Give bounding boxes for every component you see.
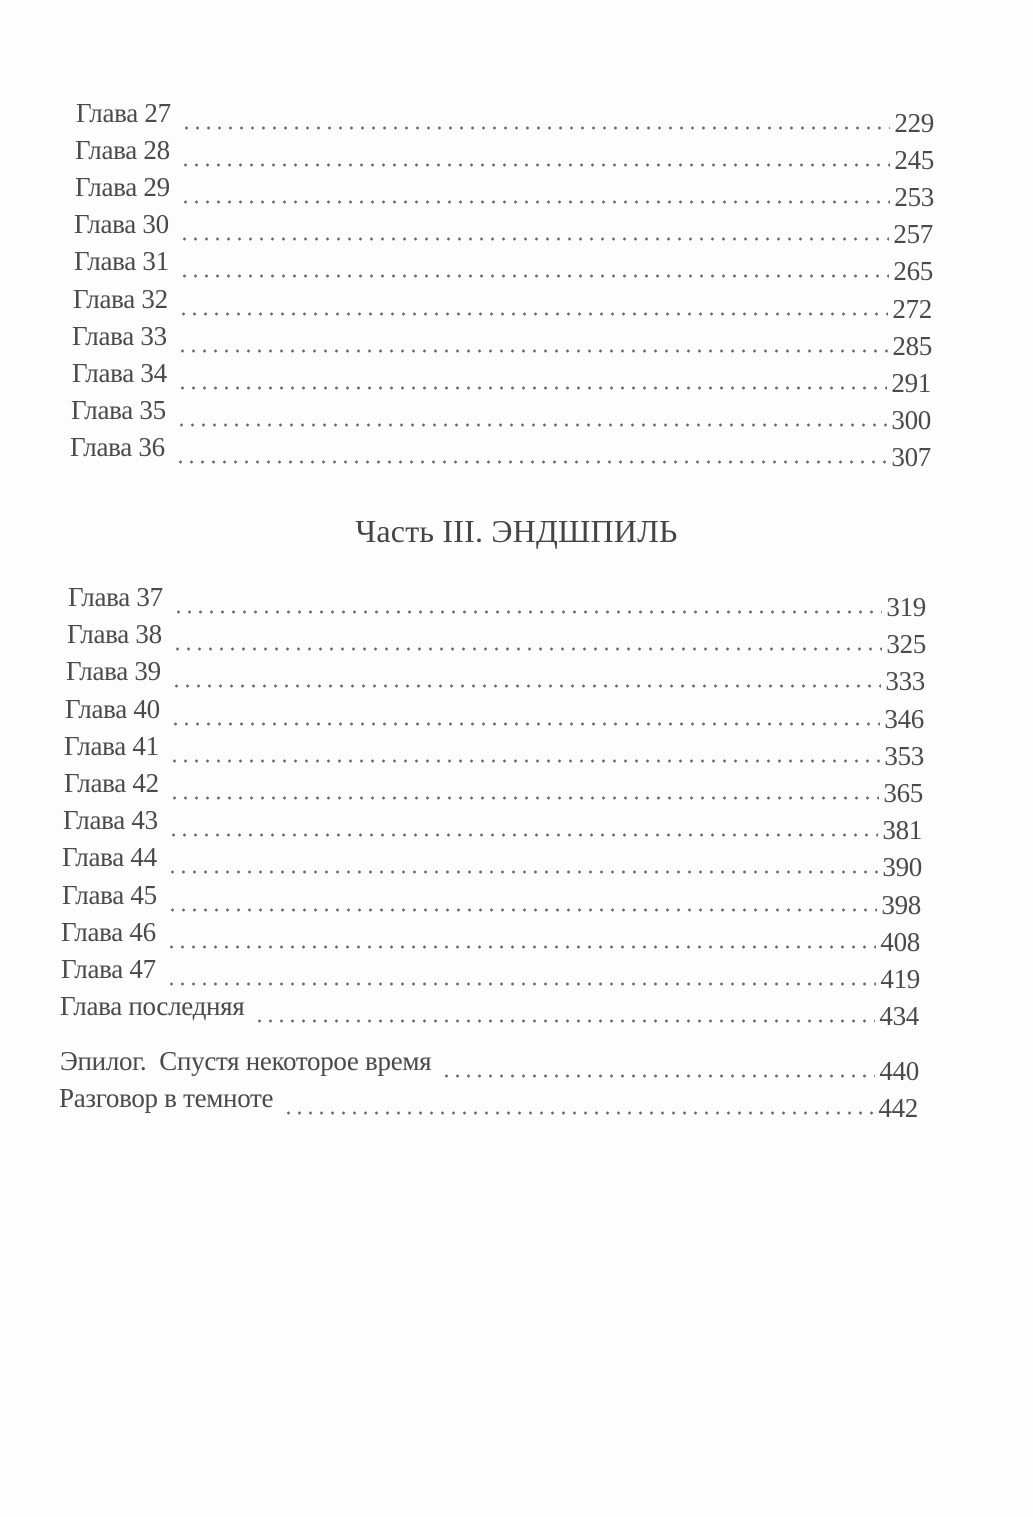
entry-title: Глава последняя xyxy=(60,991,245,1021)
toc-entry[interactable] xyxy=(63,805,922,845)
entry-page-number: 440 xyxy=(879,1056,919,1086)
dot-leader xyxy=(178,312,889,316)
toc-entry[interactable] xyxy=(71,395,931,435)
entry-page-number: 408 xyxy=(880,927,920,957)
toc-entry[interactable] xyxy=(68,582,926,622)
entry-page-number: 434 xyxy=(879,1001,919,1031)
entry-page-number: 390 xyxy=(882,852,922,882)
dot-leader xyxy=(181,126,891,130)
entry-page-number: 365 xyxy=(883,778,923,808)
dot-leader xyxy=(173,610,883,614)
entry-title: Глава 36 xyxy=(70,432,165,462)
toc-entry[interactable] xyxy=(66,656,925,696)
entry-title: Глава 35 xyxy=(71,395,166,425)
toc-entry-conversation[interactable] xyxy=(59,1083,918,1123)
entry-title: Глава 31 xyxy=(74,246,169,276)
toc-entry[interactable] xyxy=(64,731,924,771)
entry-page-number: 245 xyxy=(894,145,934,175)
entry-title: Глава 46 xyxy=(61,917,156,947)
entry-page-number: 285 xyxy=(892,331,932,361)
entry-title: Глава 33 xyxy=(72,321,167,351)
toc-entry[interactable] xyxy=(73,284,932,324)
toc-entry[interactable] xyxy=(70,432,931,472)
dot-leader xyxy=(179,237,890,241)
toc-entry[interactable] xyxy=(72,321,932,361)
entry-page-number: 353 xyxy=(884,741,924,771)
entry-title: Глава 29 xyxy=(75,172,170,202)
entry-page-number: 272 xyxy=(892,294,932,324)
entry-title: Глава 45 xyxy=(62,880,157,910)
entry-page-number: 300 xyxy=(891,405,931,435)
entry-title: Эпилог. Спустя некоторое время xyxy=(60,1046,432,1076)
entry-title: Глава 38 xyxy=(67,619,162,649)
dot-leader xyxy=(172,647,883,651)
entry-page-number: 319 xyxy=(886,592,926,622)
toc-entry[interactable] xyxy=(75,135,934,175)
entry-page-number: 398 xyxy=(881,890,921,920)
toc-entry[interactable] xyxy=(61,917,920,957)
entry-title: Глава 47 xyxy=(61,954,156,984)
dot-leader xyxy=(169,759,881,763)
dot-leader xyxy=(177,386,888,390)
entry-page-number: 381 xyxy=(882,815,922,845)
entry-title: Глава 32 xyxy=(73,284,168,314)
entry-title: Глава 43 xyxy=(63,805,158,835)
dot-leader xyxy=(167,870,879,874)
toc-entry[interactable] xyxy=(74,209,933,249)
dot-leader xyxy=(166,982,877,986)
dot-leader xyxy=(171,684,882,688)
entry-page-number: 307 xyxy=(891,442,931,472)
entry-title: Глава 34 xyxy=(72,358,167,388)
toc-entry[interactable] xyxy=(62,880,921,920)
dot-leader xyxy=(441,1074,875,1078)
entry-page-number: 253 xyxy=(894,182,934,212)
dot-leader xyxy=(283,1111,874,1115)
entry-page-number: 333 xyxy=(885,666,925,696)
dot-leader xyxy=(175,460,888,464)
entry-page-number: 265 xyxy=(893,256,933,286)
dot-leader xyxy=(254,1019,875,1023)
entry-page-number: 229 xyxy=(894,108,934,138)
toc-entry[interactable] xyxy=(65,694,924,734)
dot-leader xyxy=(168,833,879,837)
entry-title: Глава 30 xyxy=(74,209,169,239)
entry-title: Глава 41 xyxy=(64,731,159,761)
entry-title: Разговор в темноте xyxy=(59,1083,274,1113)
dot-leader xyxy=(167,908,878,912)
dot-leader xyxy=(179,274,890,278)
toc-entry[interactable] xyxy=(72,358,931,398)
entry-title: Глава 44 xyxy=(62,842,157,872)
entry-title: Глава 42 xyxy=(64,768,159,798)
dot-leader xyxy=(180,200,891,204)
entry-title: Глава 40 xyxy=(65,694,160,724)
toc-entry[interactable] xyxy=(61,954,920,994)
toc-entry[interactable] xyxy=(74,246,933,286)
toc-entry[interactable] xyxy=(60,991,919,1031)
entry-page-number: 419 xyxy=(880,964,920,994)
toc-entry[interactable] xyxy=(64,768,923,808)
dot-leader xyxy=(177,349,889,353)
dot-leader xyxy=(166,945,877,949)
entry-page-number: 346 xyxy=(884,704,924,734)
dot-leader xyxy=(176,423,888,427)
toc-entry[interactable] xyxy=(76,98,934,138)
entry-page-number: 291 xyxy=(891,368,931,398)
toc-entry[interactable] xyxy=(67,619,926,659)
entry-page-number: 325 xyxy=(886,629,926,659)
dot-leader xyxy=(180,163,891,167)
toc-entry[interactable] xyxy=(62,842,922,882)
entry-title: Глава 37 xyxy=(68,582,163,612)
part-heading: Часть III. ЭНДШПИЛЬ xyxy=(355,513,678,549)
entry-page-number: 442 xyxy=(878,1093,918,1123)
dot-leader xyxy=(170,722,881,726)
entry-title: Глава 28 xyxy=(75,135,170,165)
entry-title: Глава 39 xyxy=(66,656,161,686)
dot-leader xyxy=(169,796,880,800)
entry-page-number: 257 xyxy=(893,219,933,249)
entry-title: Глава 27 xyxy=(76,98,171,128)
toc-entry-epilogue[interactable] xyxy=(60,1046,919,1086)
toc-entry[interactable] xyxy=(75,172,934,212)
